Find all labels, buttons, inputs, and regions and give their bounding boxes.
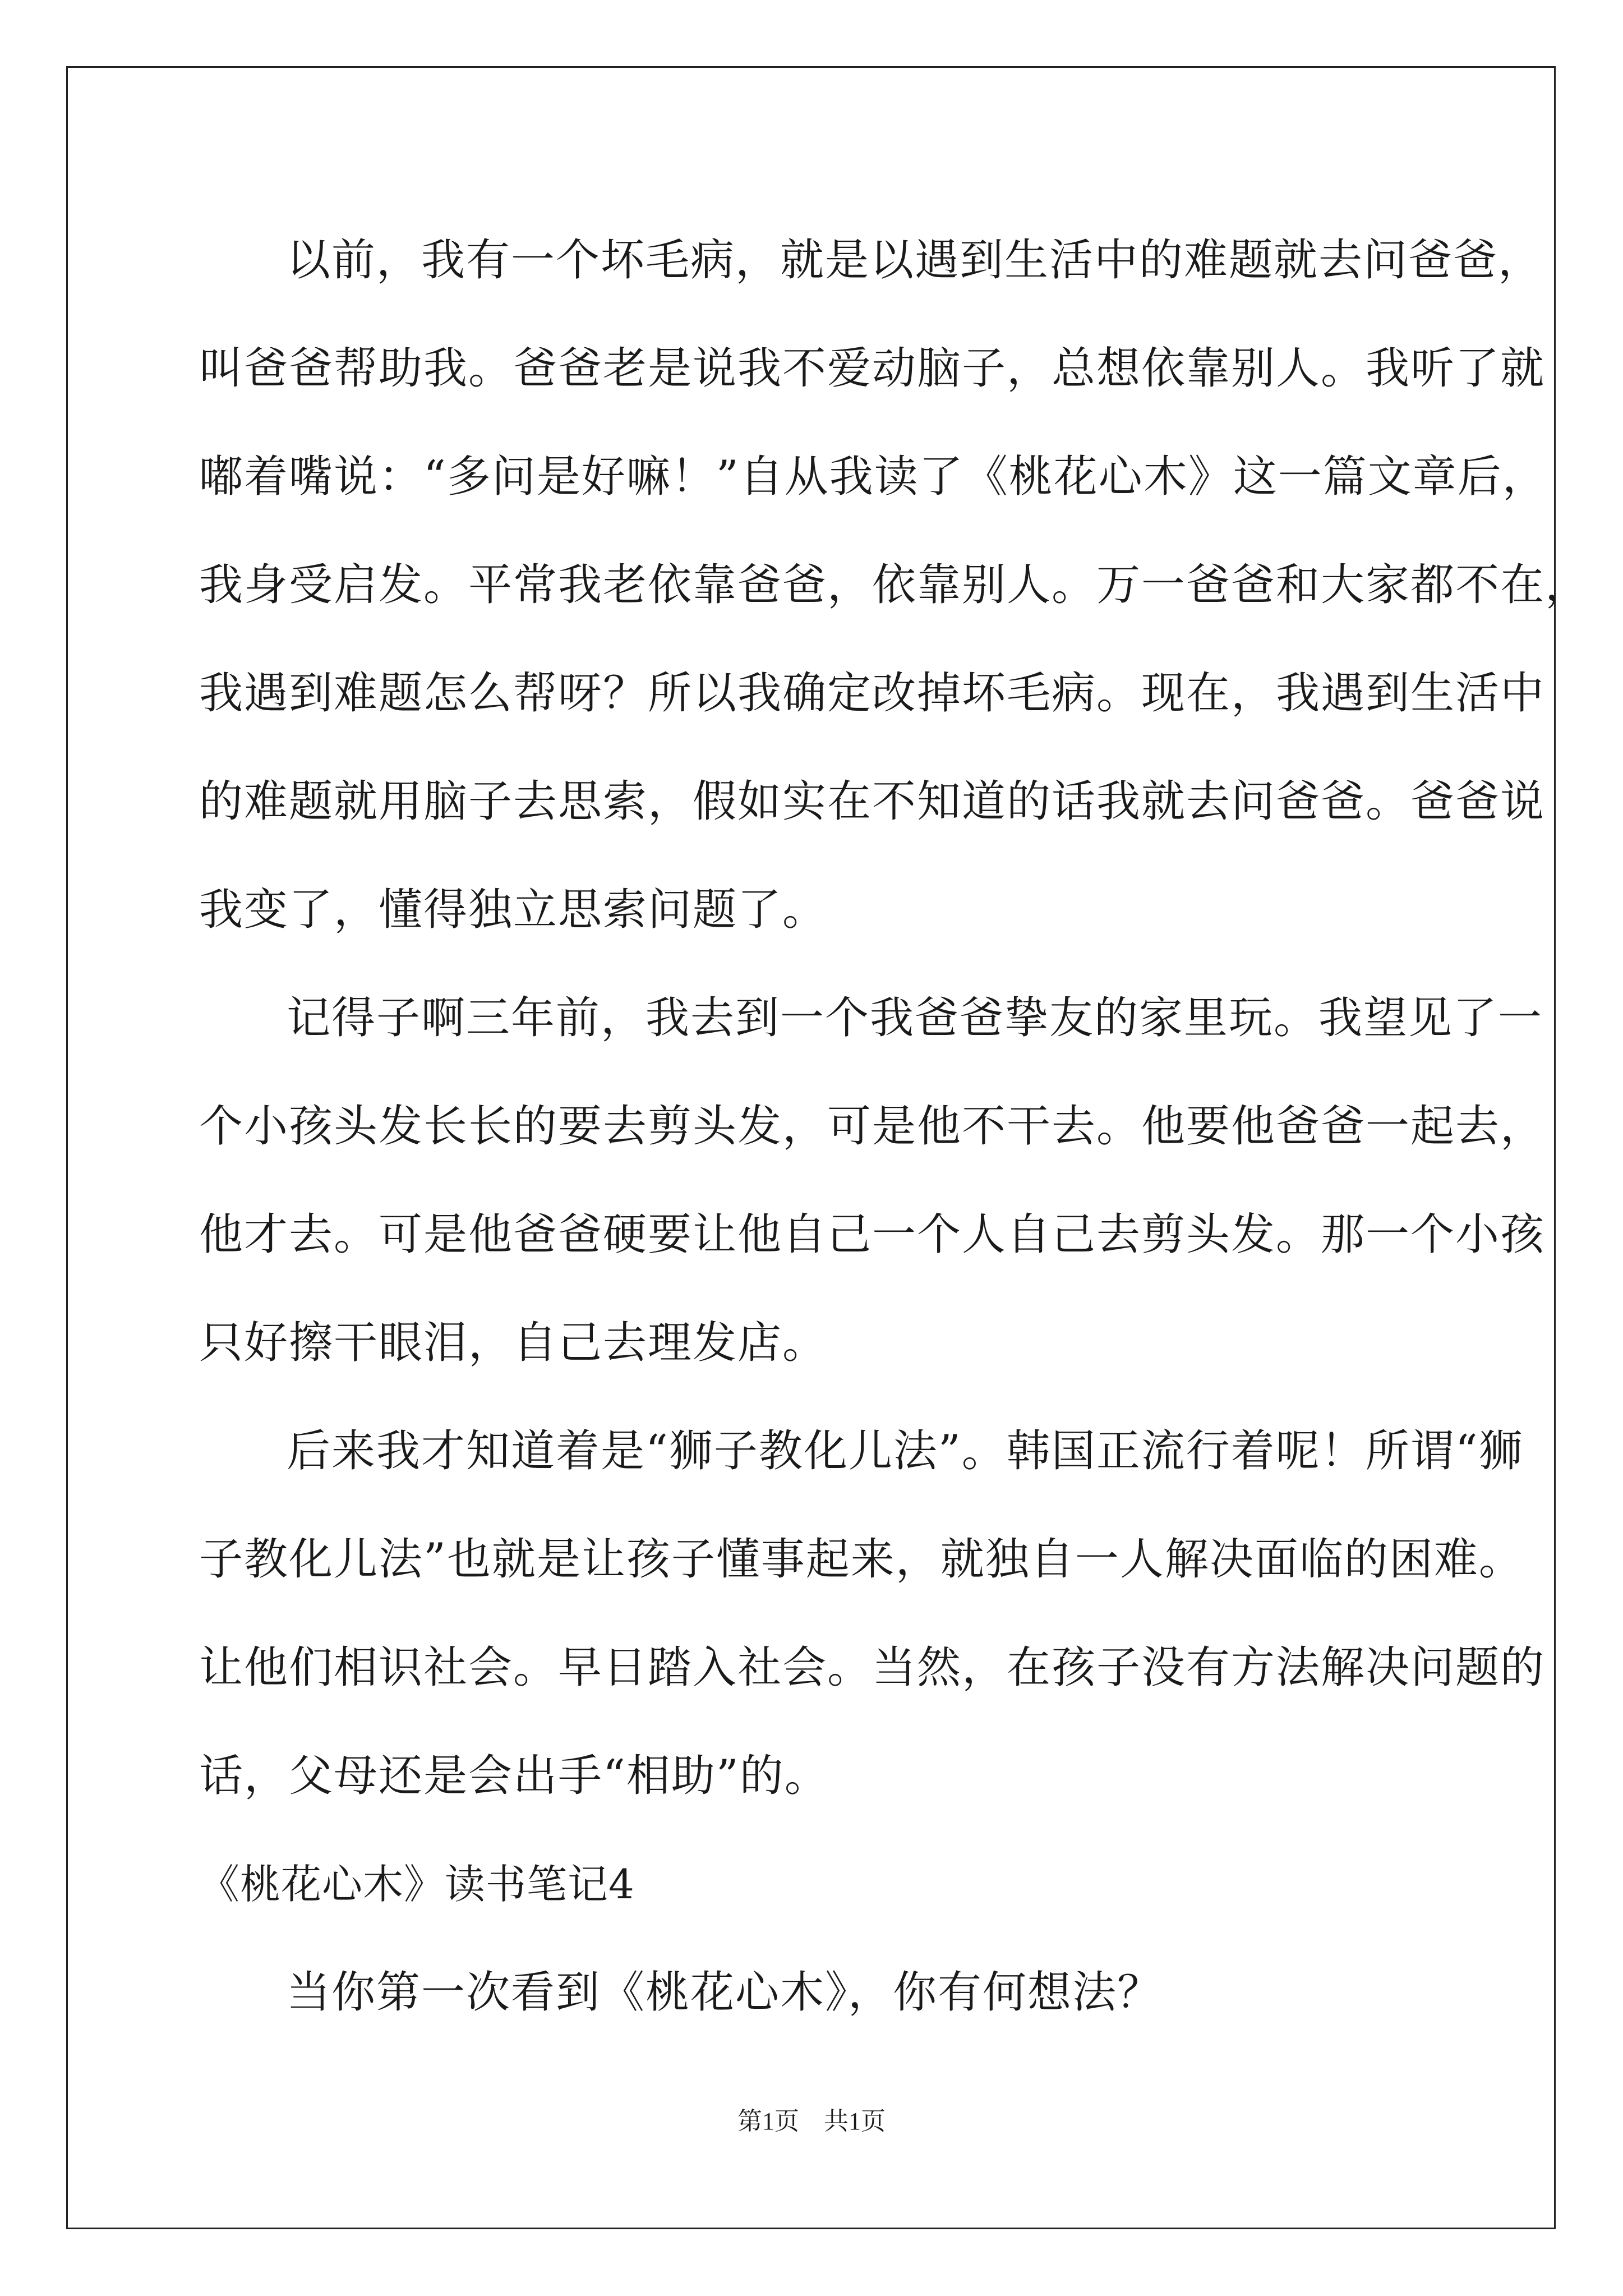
text-line: 的难题就用脑子去思索，假如实在不知道的话我就去问爸爸。爸爸说 [199, 776, 1546, 827]
text-line: 话，父母还是会出手“相助”的。 [199, 1751, 829, 1801]
text-line: 我身受启发。平常我老依靠爸爸，依靠别人。万一爸爸和大家都不在， [199, 560, 1590, 610]
document-body [199, 206, 1590, 2047]
text-line: 让他们相识社会。早日踏入社会。当然，在孩子没有方法解决问题的 [199, 1642, 1546, 1693]
paragraph-3 [199, 1397, 1546, 1830]
page-footer: 第1页 共1页 [737, 2108, 886, 2135]
text-line: 记得子啊三年前，我去到一个我爸爸挚友的家里玩。我望见了一 [287, 993, 1543, 1043]
text-line: 以前，我有一个坏毛病，就是以遇到生活中的难题就去问爸爸， [287, 235, 1543, 286]
text-line: 叫爸爸帮助我。爸爸老是说我不爱动脑子，总想依靠别人。我听了就 [199, 343, 1546, 394]
text-line: 个小孩头发长长的要去剪头发，可是他不干去。他要他爸爸一起去， [199, 1101, 1546, 1152]
text-line: 只好擦干眼泪，自己去理发店。 [199, 1318, 828, 1368]
text-line: 我遇到难题怎么帮呀？所以我确定改掉坏毛病。现在，我遇到生活中 [199, 668, 1546, 719]
text-line: 嘟着嘴说：“多问是好嘛！”自从我读了《桃花心木》这一篇文章后， [199, 452, 1547, 502]
text-line: 子教化儿法”也就是让孩子懂事起来，就独自一人解决面临的困难。 [199, 1534, 1524, 1585]
section-heading: 《桃花心木》读书笔记4 [199, 1861, 635, 1908]
closing-paragraph: 当你第一次看到《桃花心木》，你有何想法？ [287, 1967, 1163, 2018]
text-line: 我变了，懂得独立思索问题了。 [199, 885, 828, 935]
paragraph-1 [199, 206, 1590, 964]
text-line: 他才去。可是他爸爸硬要让他自己一个人自己去剪头发。那一个小孩 [199, 1209, 1546, 1260]
text-line: 后来我才知道着是“狮子教化儿法”。韩国正流行着呢！所谓“狮 [287, 1426, 1524, 1476]
paragraph-2 [199, 964, 1546, 1397]
